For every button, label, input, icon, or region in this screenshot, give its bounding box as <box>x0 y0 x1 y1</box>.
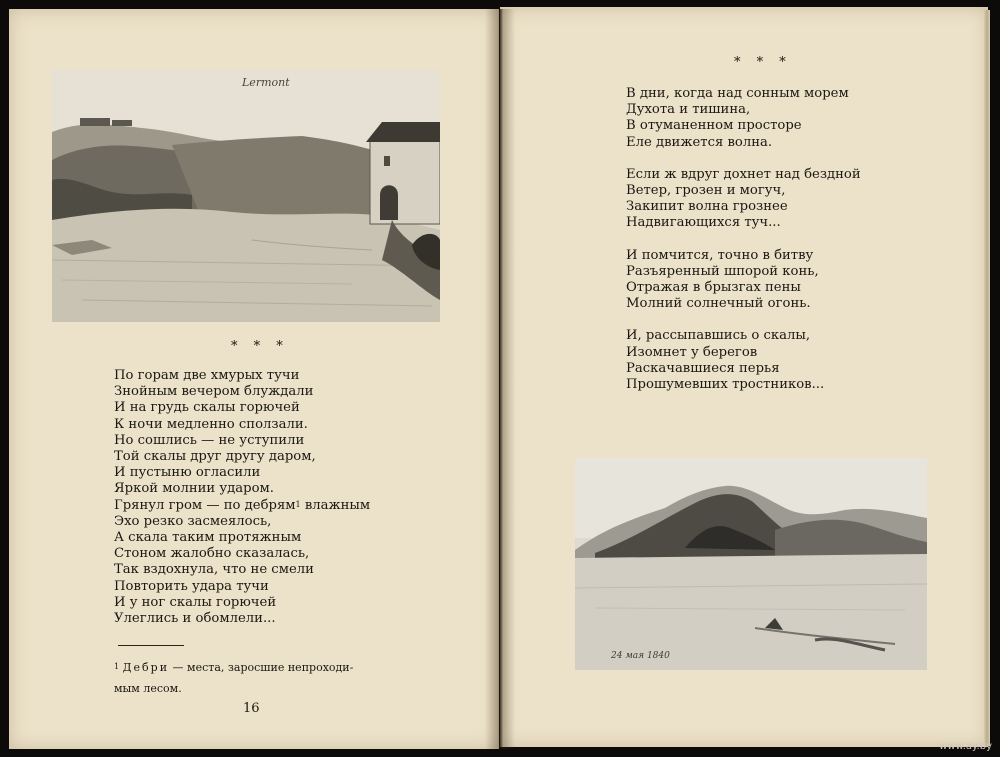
landscape-illustration-river <box>52 70 440 322</box>
footnote-divider <box>118 645 184 646</box>
poem-line: В дни, когда над сонным морем <box>626 86 849 101</box>
poem-sea <box>626 86 861 393</box>
poem-line: Если ж вдруг дохнет над бездной <box>626 166 861 182</box>
poem-line: Отражая в брызгах пены <box>626 280 801 296</box>
poem-line: И на грудь скалы горючей <box>114 400 300 416</box>
landscape-illustration-mountains <box>575 458 927 670</box>
poem-line: И помчится, точно в битву <box>626 247 814 263</box>
page-edges <box>984 10 990 746</box>
footnote-definition-cont: мым лесом. <box>114 682 182 695</box>
poem-line: В отуманенном просторе <box>626 118 802 134</box>
section-stars: * * * <box>734 55 792 70</box>
poem-line: Так вздохнула, что не смели <box>114 562 314 578</box>
poem-line: И пустыню огласили <box>114 465 261 481</box>
section-stars: * * * <box>231 339 289 354</box>
stanza-break <box>626 151 861 167</box>
poem-line-tail: влажным <box>304 497 371 513</box>
footnote <box>114 657 353 699</box>
poem-line: Ветер, грозен и могуч, <box>626 183 786 199</box>
footnote-number: 1 <box>114 662 120 671</box>
poem-line: К ночи медленно сползали. <box>114 416 308 432</box>
poem-line: Изомнет у берегов <box>626 344 758 360</box>
poem-line: Знойным вечером блуждали <box>114 384 314 400</box>
poem-line-text: Грянул гром — по дебрям <box>114 497 296 513</box>
poem-line: Эхо резко засмеялось, <box>114 513 272 529</box>
footnote-marker: 1 <box>295 499 301 509</box>
poem-line: Той скалы друг другу даром, <box>114 449 316 465</box>
illustration-signature: Lermont <box>242 76 290 89</box>
poem-line: Улеглись и обомлели... <box>114 611 276 627</box>
page-number: 16 <box>243 701 260 716</box>
poem-line: А скала таким протяжным <box>114 530 302 546</box>
poem-line: Молний солнечный огонь. <box>626 296 811 312</box>
poem-storm-clouds <box>114 368 370 627</box>
poem-line: Духота и тишина, <box>626 102 751 118</box>
poem-line: Раскачавшиеся перья <box>626 360 780 376</box>
poem-line: По горам две хмурых тучи <box>114 368 300 383</box>
footnote-definition: — места, заросшие непроходи- <box>172 661 354 674</box>
poem-line: Повторить удара тучи <box>114 578 269 594</box>
poem-line: Еле движется волна. <box>626 134 773 150</box>
poem-line: И, рассыпавшись о скалы, <box>626 328 811 344</box>
stanza-break <box>626 232 861 248</box>
footnote-term: Дебри <box>122 661 170 674</box>
poem-line: Надвигающихся туч... <box>626 215 781 231</box>
poem-line-with-footnote <box>114 498 370 514</box>
poem-line: Яркой молнии ударом. <box>114 481 274 497</box>
watermark: www.ay.by <box>939 741 992 752</box>
stanza-break <box>626 312 861 328</box>
poem-line: Разъяренный шпорой конь, <box>626 263 819 279</box>
illustration-signature: 24 мая 1840 <box>611 651 670 661</box>
poem-line: И у ног скалы горючей <box>114 594 277 610</box>
poem-line: Закипит волна грознее <box>626 199 788 215</box>
poem-line: Прошумевших тростников... <box>626 377 825 393</box>
poem-line: Стоном жалобно сказалась, <box>114 546 310 562</box>
poem-line: Но сошлись — не уступили <box>114 432 305 448</box>
